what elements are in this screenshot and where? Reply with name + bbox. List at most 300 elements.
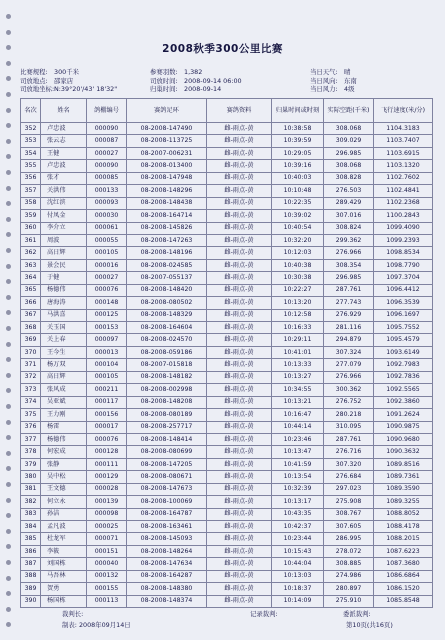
- cell-loft-id: 000155: [87, 583, 127, 595]
- header-pigeon-info: 赛鸽资料: [207, 99, 272, 123]
- cell-name: 杨国栋: [41, 595, 87, 607]
- info-row: [310, 77, 357, 86]
- cell-distance: 277.079: [324, 359, 374, 371]
- results-table: [20, 98, 433, 608]
- cell-rank: 387: [21, 558, 41, 570]
- info-label: 司放地坐标:: [20, 85, 55, 94]
- cell-arrival-time: 10:22:27: [272, 284, 324, 296]
- binder-hole: [6, 264, 11, 269]
- cell-loft-id: 000013: [87, 346, 127, 358]
- cell-name: 关洪伟: [41, 185, 87, 197]
- cell-arrival-time: 10:12:03: [272, 247, 324, 259]
- cell-ring: 08-2008-148182: [127, 371, 207, 383]
- cell-ring: 08-2008-024570: [127, 334, 207, 346]
- cell-pigeon-info: 雌-雨点-黄: [207, 521, 272, 533]
- cell-speed: 1104.3183: [374, 123, 433, 135]
- cell-name: 周波: [41, 234, 87, 246]
- cell-pigeon-info: 雌-雨点-黄: [207, 359, 272, 371]
- cell-pigeon-info: 雌-雨点-黄: [207, 595, 272, 607]
- cell-arrival-time: 10:13:27: [272, 371, 324, 383]
- binder-hole: [6, 108, 11, 113]
- cell-distance: 307.016: [324, 210, 374, 222]
- cell-name: 马洪喜: [41, 309, 87, 321]
- cell-speed: 1090.9680: [374, 433, 433, 445]
- cell-loft-id: 000076: [87, 433, 127, 445]
- info-left: [20, 68, 117, 94]
- cell-rank: 358: [21, 197, 41, 209]
- cell-distance: 276.966: [324, 247, 374, 259]
- cell-loft-id: 000016: [87, 259, 127, 271]
- binder-hole: [6, 544, 11, 549]
- cell-rank: 388: [21, 570, 41, 582]
- cell-loft-id: 000211: [87, 384, 127, 396]
- binder-hole: [6, 357, 11, 362]
- info-label: 归巢时间:: [150, 85, 178, 94]
- cell-pigeon-info: 雌-雨点-黄: [207, 210, 272, 222]
- cell-distance: 308.885: [324, 558, 374, 570]
- cell-distance: 308.354: [324, 259, 374, 271]
- cell-speed: 1092.5565: [374, 384, 433, 396]
- cell-rank: 355: [21, 160, 41, 172]
- cell-rank: 376: [21, 421, 41, 433]
- cell-speed: 1096.3539: [374, 297, 433, 309]
- cell-name: 何立永: [41, 496, 87, 508]
- info-row: [20, 68, 117, 77]
- binder-hole: [6, 404, 11, 409]
- cell-name: 于健: [41, 272, 87, 284]
- info-row: [150, 77, 242, 86]
- header-speed: 飞行速度(米/分): [374, 99, 433, 123]
- cell-distance: 307.320: [324, 458, 374, 470]
- table-row: [21, 123, 433, 135]
- cell-speed: 1086.6864: [374, 570, 433, 582]
- cell-arrival-time: 10:40:38: [272, 259, 324, 271]
- cell-pigeon-info: 雌-雨点-黄: [207, 545, 272, 557]
- cell-arrival-time: 10:18:37: [272, 583, 324, 595]
- made-date: 制表: 2008年09月14日: [62, 621, 131, 629]
- cell-distance: 289.429: [324, 197, 374, 209]
- table-row: [21, 322, 433, 334]
- cell-arrival-time: 10:29:05: [272, 147, 324, 159]
- cell-rank: 354: [21, 147, 41, 159]
- binder-hole: [6, 279, 11, 284]
- table-row: [21, 396, 433, 408]
- table-row: [21, 433, 433, 445]
- binder-hole: [6, 154, 11, 159]
- binder-hole: [6, 139, 11, 144]
- cell-distance: 296.985: [324, 147, 374, 159]
- info-value: 东南: [344, 76, 357, 85]
- cell-arrival-time: 10:39:59: [272, 135, 324, 147]
- cell-speed: 1095.4579: [374, 334, 433, 346]
- cell-name: 唐海涛: [41, 297, 87, 309]
- cell-rank: 368: [21, 322, 41, 334]
- cell-speed: 1103.6915: [374, 147, 433, 159]
- cell-rank: 390: [21, 595, 41, 607]
- cell-rank: 380: [21, 471, 41, 483]
- binder-hole: [6, 451, 11, 456]
- cell-arrival-time: 10:13:47: [272, 446, 324, 458]
- cell-arrival-time: 10:42:37: [272, 521, 324, 533]
- cell-speed: 1087.3680: [374, 558, 433, 570]
- cell-pigeon-info: 雌-雨点-黄: [207, 322, 272, 334]
- cell-pigeon-info: 雌-雨点-黄: [207, 371, 272, 383]
- cell-loft-id: 000132: [87, 570, 127, 582]
- info-label: 参赛羽数:: [150, 68, 178, 76]
- cell-arrival-time: 10:44:04: [272, 558, 324, 570]
- cell-pigeon-info: 雌-雨点-黄: [207, 471, 272, 483]
- cell-pigeon-info: 雌-雨点-黄: [207, 259, 272, 271]
- cell-name: 高日辉: [41, 247, 87, 259]
- cell-name: 杨雷: [41, 421, 87, 433]
- cell-pigeon-info: 雌-雨点-黄: [207, 433, 272, 445]
- cell-loft-id: 000105: [87, 247, 127, 259]
- cell-loft-id: 000156: [87, 409, 127, 421]
- cell-name: 卢忠波: [41, 123, 87, 135]
- cell-ring: 08-2008-024585: [127, 259, 207, 271]
- binder-hole: [6, 388, 11, 393]
- cell-arrival-time: 10:43:35: [272, 508, 324, 520]
- cell-arrival-time: 10:12:58: [272, 309, 324, 321]
- info-row: [150, 68, 242, 77]
- cell-name: 杨德伟: [41, 433, 87, 445]
- table-row: [21, 172, 433, 184]
- cell-name: 王健: [41, 147, 87, 159]
- binder-hole: [6, 295, 11, 300]
- cell-rank: 384: [21, 521, 41, 533]
- cell-loft-id: 000117: [87, 396, 127, 408]
- cell-rank: 352: [21, 123, 41, 135]
- info-label: 当日风向:: [310, 76, 338, 85]
- binder-hole: [6, 529, 11, 534]
- cell-name: 吴中松: [41, 471, 87, 483]
- cell-rank: 385: [21, 533, 41, 545]
- cell-speed: 1088.8052: [374, 508, 433, 520]
- table-row: [21, 384, 433, 396]
- cell-rank: 374: [21, 396, 41, 408]
- cell-distance: 276.503: [324, 185, 374, 197]
- cell-pigeon-info: 雌-雨点-黄: [207, 409, 272, 421]
- info-row: [20, 85, 117, 94]
- table-row: [21, 545, 433, 557]
- binder-hole: [6, 186, 11, 191]
- cell-arrival-time: 10:32:39: [272, 483, 324, 495]
- cell-pigeon-info: 雌-雨点-黄: [207, 508, 272, 520]
- binder-hole: [6, 201, 11, 206]
- cell-loft-id: 000105: [87, 371, 127, 383]
- cell-ring: 08-2008-080699: [127, 446, 207, 458]
- cell-pigeon-info: 雌-雨点-黄: [207, 135, 272, 147]
- cell-ring: 08-2008-148208: [127, 396, 207, 408]
- cell-distance: 276.716: [324, 446, 374, 458]
- cell-pigeon-info: 雌-雨点-黄: [207, 234, 272, 246]
- table-row: [21, 483, 433, 495]
- binder-hole: [6, 30, 11, 35]
- cell-name: 李筱: [41, 545, 87, 557]
- cell-pigeon-info: 雌-雨点-黄: [207, 570, 272, 582]
- cell-pigeon-info: 雌-雨点-黄: [207, 222, 272, 234]
- cell-speed: 1098.8534: [374, 247, 433, 259]
- table-row: [21, 272, 433, 284]
- cell-ring: 08-2008-148374: [127, 595, 207, 607]
- cell-loft-id: 000030: [87, 210, 127, 222]
- cell-loft-id: 000085: [87, 172, 127, 184]
- cell-pigeon-info: 雌-雨点-黄: [207, 334, 272, 346]
- cell-loft-id: 000017: [87, 421, 127, 433]
- cell-loft-id: 000129: [87, 471, 127, 483]
- cell-speed: 1085.8548: [374, 595, 433, 607]
- cell-name: 王文德: [41, 483, 87, 495]
- cell-name: 王力刚: [41, 409, 87, 421]
- cell-ring: 08-2008-148420: [127, 284, 207, 296]
- cell-rank: 353: [21, 135, 41, 147]
- cell-loft-id: 000087: [87, 135, 127, 147]
- cell-speed: 1092.7836: [374, 371, 433, 383]
- cell-rank: 373: [21, 384, 41, 396]
- cell-rank: 366: [21, 297, 41, 309]
- cell-name: 孙洁: [41, 508, 87, 520]
- cell-arrival-time: 10:13:17: [272, 496, 324, 508]
- cell-name: 孟凡波: [41, 521, 87, 533]
- table-row: [21, 533, 433, 545]
- binder-hole: [6, 622, 11, 627]
- cell-loft-id: 000148: [87, 297, 127, 309]
- cell-loft-id: 000027: [87, 147, 127, 159]
- cell-speed: 1090.9875: [374, 421, 433, 433]
- page-title: 2008秋季300公里比赛: [162, 43, 283, 55]
- cell-pigeon-info: 雌-雨点-黄: [207, 421, 272, 433]
- cell-speed: 1103.7407: [374, 135, 433, 147]
- cell-distance: 280.218: [324, 409, 374, 421]
- info-value: 邵家店: [54, 76, 74, 85]
- cell-arrival-time: 10:44:14: [272, 421, 324, 433]
- cell-loft-id: 000128: [87, 446, 127, 458]
- table-row: [21, 247, 433, 259]
- info-row: [310, 68, 357, 77]
- cell-distance: 308.068: [324, 123, 374, 135]
- cell-rank: 386: [21, 545, 41, 557]
- cell-ring: 08-2008-148414: [127, 433, 207, 445]
- table-row: [21, 558, 433, 570]
- cell-pigeon-info: 雌-雨点-黄: [207, 496, 272, 508]
- cell-loft-id: 000076: [87, 284, 127, 296]
- cell-rank: 359: [21, 210, 41, 222]
- table-row: [21, 521, 433, 533]
- cell-ring: 08-2008-148380: [127, 583, 207, 595]
- cell-arrival-time: 10:23:46: [272, 433, 324, 445]
- cell-pigeon-info: 雌-雨点-黄: [207, 458, 272, 470]
- table-row: [21, 496, 433, 508]
- cell-rank: 363: [21, 259, 41, 271]
- cell-arrival-time: 10:41:01: [272, 346, 324, 358]
- cell-speed: 1102.2368: [374, 197, 433, 209]
- cell-arrival-time: 10:29:11: [272, 334, 324, 346]
- table-row: [21, 371, 433, 383]
- cell-arrival-time: 10:13:33: [272, 359, 324, 371]
- table-row: [21, 284, 433, 296]
- cell-loft-id: 000061: [87, 222, 127, 234]
- binder-hole: [6, 123, 11, 128]
- cell-arrival-time: 10:23:44: [272, 533, 324, 545]
- cell-arrival-time: 10:15:43: [272, 545, 324, 557]
- cell-rank: 362: [21, 247, 41, 259]
- binder-hole: [6, 607, 11, 612]
- cell-pigeon-info: 雌-雨点-黄: [207, 384, 272, 396]
- cell-distance: 308.068: [324, 160, 374, 172]
- cell-speed: 1089.3590: [374, 483, 433, 495]
- cell-distance: 294.879: [324, 334, 374, 346]
- cell-speed: 1086.1520: [374, 583, 433, 595]
- cell-distance: 287.761: [324, 284, 374, 296]
- cell-pigeon-info: 雌-雨点-黄: [207, 185, 272, 197]
- cell-rank: 356: [21, 172, 41, 184]
- cell-name: 杨万双: [41, 359, 87, 371]
- cell-pigeon-info: 雌-雨点-黄: [207, 284, 272, 296]
- cell-distance: 274.986: [324, 570, 374, 582]
- table-row: [21, 595, 433, 607]
- binder-hole: [6, 76, 11, 81]
- cell-rank: 361: [21, 234, 41, 246]
- page-number: 第10页(共16页): [346, 621, 393, 629]
- binder-hole: [6, 170, 11, 175]
- cell-distance: 309.029: [324, 135, 374, 147]
- binder-hole: [6, 92, 11, 97]
- cell-distance: 297.023: [324, 483, 374, 495]
- cell-name: 何宏成: [41, 446, 87, 458]
- cell-speed: 1095.7552: [374, 322, 433, 334]
- cell-arrival-time: 10:30:38: [272, 272, 324, 284]
- cell-arrival-time: 10:16:47: [272, 409, 324, 421]
- cell-arrival-time: 10:14:09: [272, 595, 324, 607]
- cell-pigeon-info: 雌-雨点-黄: [207, 297, 272, 309]
- cell-loft-id: 000139: [87, 496, 127, 508]
- cell-name: 张静: [41, 458, 87, 470]
- header-loft-id: 鸽棚编号: [87, 99, 127, 123]
- info-label: 司放地点:: [20, 76, 48, 85]
- table-row: [21, 471, 433, 483]
- info-value: 1,382: [184, 68, 203, 76]
- cell-loft-id: 000040: [87, 558, 127, 570]
- cell-name: 王今生: [41, 346, 87, 358]
- cell-name: 高日辉: [41, 371, 87, 383]
- cell-arrival-time: 10:39:02: [272, 210, 324, 222]
- cell-speed: 1088.4178: [374, 521, 433, 533]
- cell-ring: 08-2008-147673: [127, 483, 207, 495]
- cell-arrival-time: 10:13:54: [272, 471, 324, 483]
- cell-arrival-time: 10:22:35: [272, 197, 324, 209]
- cell-ring: 08-2008-013400: [127, 160, 207, 172]
- cell-loft-id: 000111: [87, 458, 127, 470]
- cell-rank: 370: [21, 346, 41, 358]
- info-row: [310, 85, 357, 94]
- cell-loft-id: 000104: [87, 359, 127, 371]
- cell-distance: 308.824: [324, 222, 374, 234]
- table-row: [21, 309, 433, 321]
- cell-rank: 367: [21, 309, 41, 321]
- binder-holes: [6, 0, 12, 640]
- cell-pigeon-info: 雌-雨点-黄: [207, 533, 272, 545]
- cell-speed: 1091.2624: [374, 409, 433, 421]
- info-value: 2008-09-14 06:00: [184, 76, 242, 85]
- cell-speed: 1100.2843: [374, 210, 433, 222]
- cell-speed: 1098.7790: [374, 259, 433, 271]
- cell-rank: 364: [21, 272, 41, 284]
- cell-distance: 308.828: [324, 172, 374, 184]
- cell-rank: 383: [21, 508, 41, 520]
- cell-speed: 1103.1320: [374, 160, 433, 172]
- cell-pigeon-info: 雌-雨点-黄: [207, 346, 272, 358]
- binder-hole: [6, 482, 11, 487]
- cell-pigeon-info: 雌-雨点-黄: [207, 309, 272, 321]
- cell-rank: 381: [21, 483, 41, 495]
- cell-ring: 08-2008-148296: [127, 185, 207, 197]
- cell-ring: 08-2008-148329: [127, 309, 207, 321]
- header-name: 姓名: [41, 99, 87, 123]
- cell-pigeon-info: 雌-雨点-黄: [207, 197, 272, 209]
- info-label: 当日天气:: [310, 68, 338, 76]
- info-right: [310, 68, 357, 94]
- cell-ring: 08-2008-100069: [127, 496, 207, 508]
- cell-ring: 08-2008-148264: [127, 545, 207, 557]
- info-label: 比赛规程:: [20, 68, 48, 76]
- cell-rank: 382: [21, 496, 41, 508]
- cell-loft-id: 000055: [87, 234, 127, 246]
- table-row: [21, 222, 433, 234]
- cell-pigeon-info: 雌-雨点-黄: [207, 583, 272, 595]
- table-row: [21, 234, 433, 246]
- info-row: [20, 77, 117, 86]
- header-distance: 实际空距(千米): [324, 99, 374, 123]
- info-value: N:39°20'/43' 18'32": [54, 85, 118, 94]
- cell-name: 张云志: [41, 135, 87, 147]
- cell-arrival-time: 10:40:54: [272, 222, 324, 234]
- table-row: [21, 334, 433, 346]
- cell-speed: 1096.4412: [374, 284, 433, 296]
- cell-arrival-time: 10:38:58: [272, 123, 324, 135]
- cell-distance: 300.362: [324, 384, 374, 396]
- cell-pigeon-info: 雌-雨点-黄: [207, 123, 272, 135]
- cell-arrival-time: 10:16:33: [272, 322, 324, 334]
- table-row: [21, 197, 433, 209]
- table-row: [21, 458, 433, 470]
- cell-speed: 1089.7361: [374, 471, 433, 483]
- cell-rank: 357: [21, 185, 41, 197]
- cell-ring: 08-2008-002998: [127, 384, 207, 396]
- cell-distance: 286.995: [324, 533, 374, 545]
- table-row: [21, 259, 433, 271]
- cell-distance: 276.752: [324, 396, 374, 408]
- cell-ring: 08-2008-164287: [127, 570, 207, 582]
- cell-ring: 08-2008-147263: [127, 234, 207, 246]
- binder-hole: [6, 591, 11, 596]
- cell-speed: 1090.3632: [374, 446, 433, 458]
- cell-speed: 1092.7983: [374, 359, 433, 371]
- cell-rank: 369: [21, 334, 41, 346]
- cell-ring: 08-2007-055137: [127, 272, 207, 284]
- cell-ring: 08-2008-148196: [127, 247, 207, 259]
- binder-hole: [6, 217, 11, 222]
- cell-name: 张风成: [41, 384, 87, 396]
- cell-distance: 307.605: [324, 521, 374, 533]
- table-row: [21, 359, 433, 371]
- cell-ring: 08-2008-145826: [127, 222, 207, 234]
- cell-rank: 378: [21, 446, 41, 458]
- cell-distance: 278.072: [324, 545, 374, 557]
- cell-speed: 1096.1697: [374, 309, 433, 321]
- cell-arrival-time: 10:10:48: [272, 185, 324, 197]
- cell-name: 马吾林: [41, 570, 87, 582]
- cell-name: 刘国栋: [41, 558, 87, 570]
